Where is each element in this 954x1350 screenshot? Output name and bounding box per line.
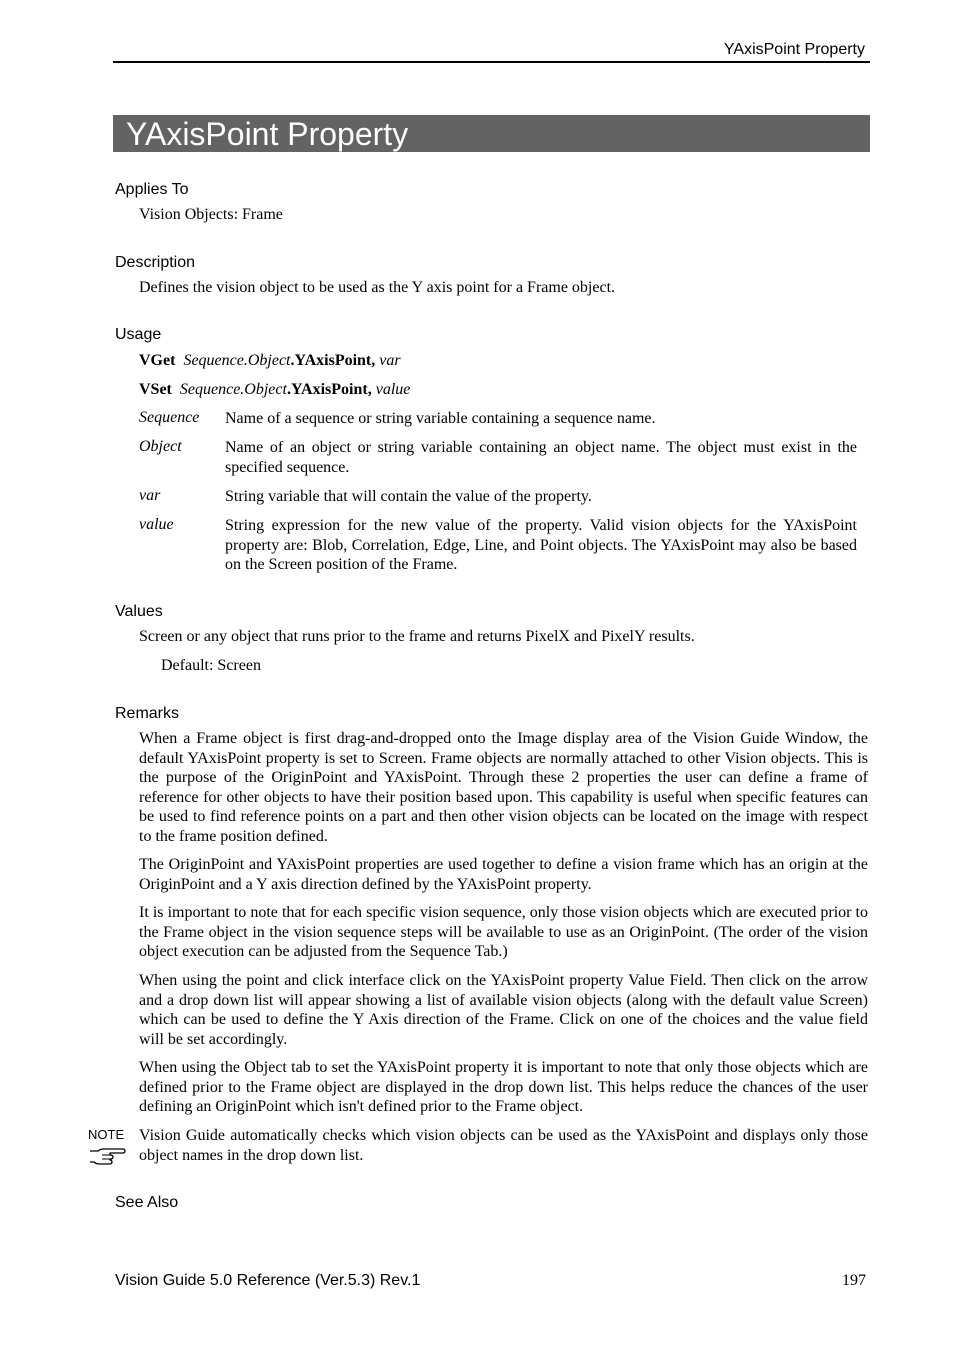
- vget-property: .YAxisPoint,: [290, 352, 376, 369]
- page-title: YAxisPoint Property: [126, 116, 409, 152]
- running-header: YAxisPoint Property: [723, 41, 865, 58]
- applies-to-heading: Applies To: [115, 181, 189, 198]
- remarks-paragraph: When using the point and click interface click on the YAxisPoint property Value Field. Then click on the arrow and a drop down list will appear showing a list of available vision objects (along with the default value Screen) which can be used to define the Y Axis direction of the Frame. Click on one of the choices and the value field will be set accordingly.: [139, 972, 868, 1048]
- note-label: NOTE: [88, 1127, 125, 1142]
- vget-arg: var: [379, 352, 401, 369]
- note-text: Vision Guide automatically checks which vision objects can be used as the YAxisPoint and displays only those object names in the drop down list.: [139, 1127, 868, 1164]
- param-definition: String expression for the new value of the property. Valid vision objects for the YAxisPoint property are: Blob, Correlation, Edge, Line, and Point objects. The YAxisPoint may also be based on the Screen position of the Frame.: [225, 517, 857, 573]
- header-rule: [113, 61, 870, 63]
- vset-property: .YAxisPoint,: [286, 381, 372, 398]
- vset-arg: value: [375, 381, 411, 398]
- pointing-hand-icon: [88, 1146, 126, 1173]
- param-definition: String variable that will contain the value of the property.: [225, 488, 592, 505]
- param-definition: Name of a sequence or string variable containing a sequence name.: [225, 410, 656, 427]
- values-default: Default: Screen: [161, 657, 261, 674]
- remarks-paragraph: When using the Object tab to set the YAxisPoint property it is important to note that only those objects which are defined prior to the Frame object are displayed in the drop down list. This helps reduce the chances of the user defining an OriginPoint which isn't defined prior to the Frame object.: [139, 1059, 868, 1115]
- description-text: Defines the vision object to be used as the Y axis point for a Frame object.: [139, 279, 616, 296]
- param-term: Object: [139, 438, 182, 455]
- see-also-heading: See Also: [115, 1194, 179, 1211]
- vget-sequence-object: Sequence.Object: [183, 352, 291, 369]
- vset-command: VSet: [139, 381, 172, 398]
- param-term: var: [139, 487, 161, 504]
- footer-document-title: Vision Guide 5.0 Reference (Ver.5.3) Rev.1: [115, 1272, 421, 1289]
- usage-heading: Usage: [115, 326, 162, 343]
- applies-to-text: Vision Objects: Frame: [139, 206, 283, 223]
- param-term: value: [139, 516, 174, 533]
- param-definition: Name of an object or string variable containing an object name. The object must exist in the specified sequence.: [225, 439, 857, 476]
- remarks-paragraph: It is important to note that for each specific vision sequence, only those vision objects which are executed prior to the Frame object in the vision sequence steps will be available to use as an OriginPoint. (The order of the vision object execution can be adjusted from the Sequence Tab.): [139, 904, 868, 960]
- description-heading: Description: [115, 254, 196, 271]
- param-term: Sequence: [139, 409, 200, 426]
- remarks-paragraph: When a Frame object is first drag-and-dropped onto the Image display area of the Vision Guide Window, the default YAxisPoint property is set to Screen. Frame objects are normally attached to other Vision objects. This is the purpose of the OriginPoint and YAxisPoint. Through these 2 properties the user can define a frame of reference for other objects to have their position based upon. This capability is useful when specific features can be used to find reference points on a part and then other vision objects can be located on the image with respect to the frame position defined.: [139, 730, 868, 845]
- values-heading: Values: [115, 603, 163, 620]
- remarks-paragraph: The OriginPoint and YAxisPoint properties are used together to define a vision frame which has an origin at the OriginPoint and a Y axis direction defined by the YAxisPoint property.: [139, 856, 868, 893]
- page-number: 197: [842, 1272, 866, 1289]
- vget-command: VGet: [139, 352, 176, 369]
- usage-vget-line: [139, 351, 401, 371]
- usage-vset-line: [139, 380, 410, 400]
- vset-sequence-object: Sequence.Object: [179, 381, 287, 398]
- remarks-heading: Remarks: [115, 705, 180, 722]
- values-text: Screen or any object that runs prior to the frame and returns PixelX and PixelY results.: [139, 628, 695, 645]
